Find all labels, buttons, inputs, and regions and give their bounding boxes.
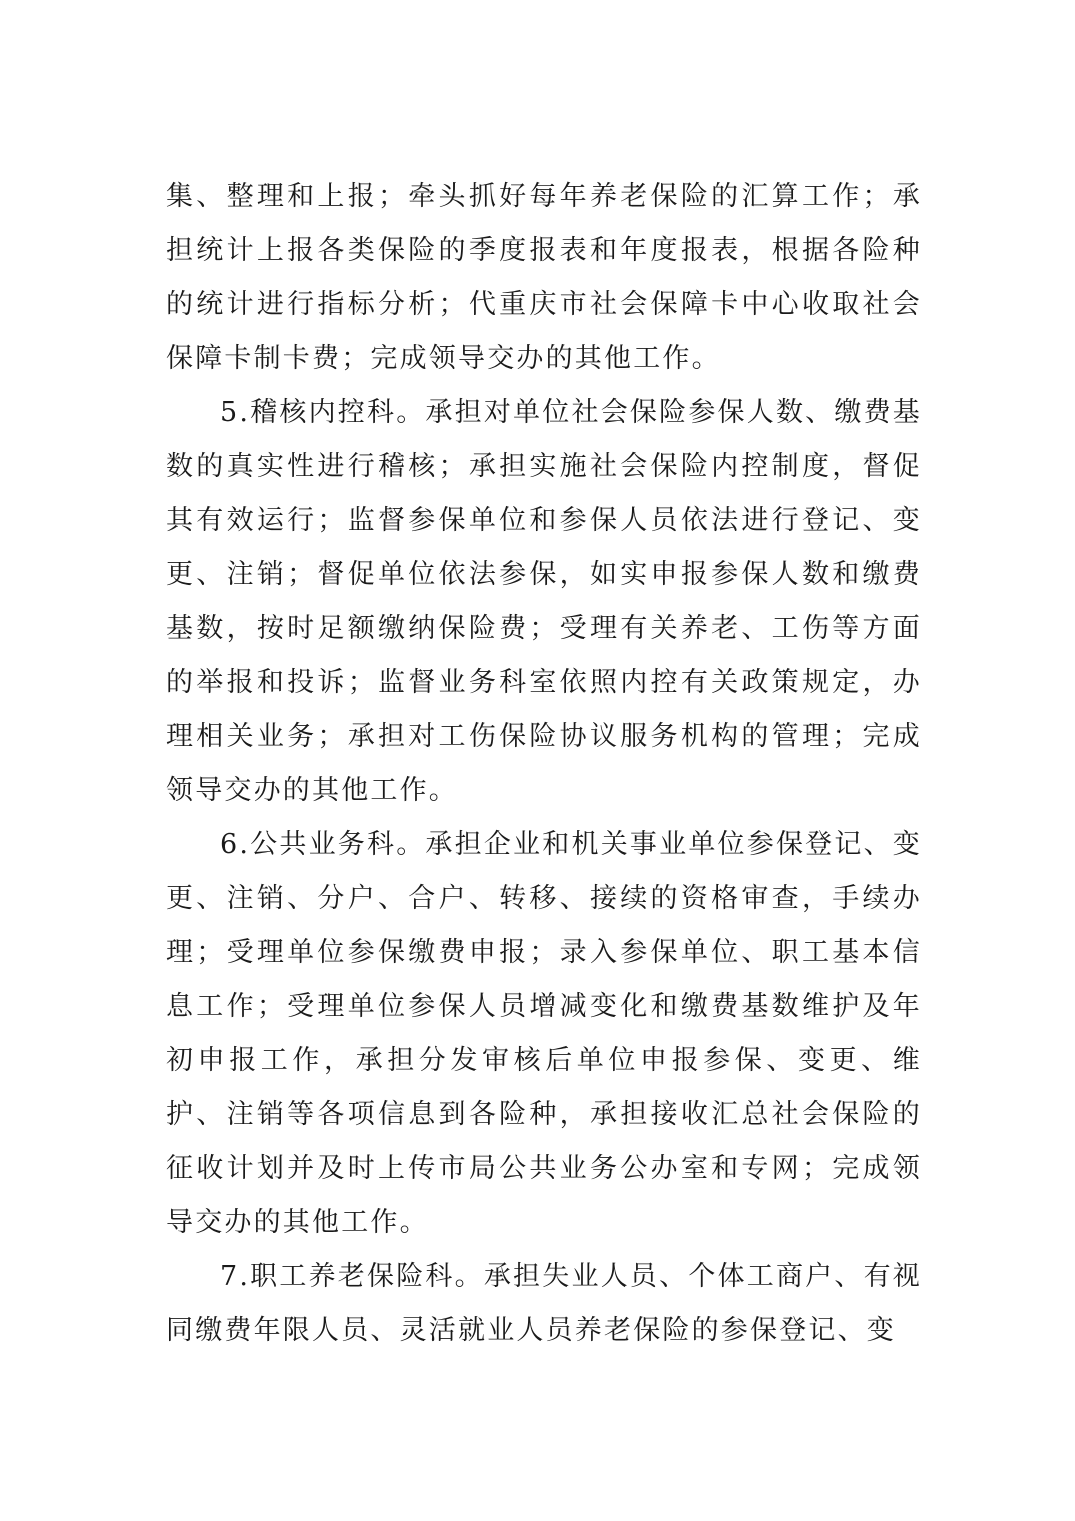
paragraph-continued: 集、整理和上报；牵头抓好每年养老保险的汇算工作；承担统计上报各类保险的季度报表和年度报表，根据各险种的统计进行指标分析；代重庆市社会保障卡中心收取社会保障卡制卡费；完成领导交办的其他工作。 — [166, 181, 922, 374]
paragraph-audit-internal-control-section: 5.稽核内控科。承担对单位社会保险参保人数、缴费基数的真实性进行稽核；承担实施社会保险内控制度，督促其有效运行；监督参保单位和参保人员依法进行登记、变更、注销；督促单位依法参保，如实申报参保人数和缴费基数，按时足额缴纳保险费；受理有关养老、工伤等方面的举报和投诉；监督业务科室依照内控有关政策规定，办理相关业务；承担对工伤保险协议服务机构的管理；完成领导交办的其他工作。 — [166, 397, 922, 806]
paragraph-employee-pension-section: 7.职工养老保险科。承担失业人员、个体工商户、有视同缴费年限人员、灵活就业人员养老保险的参保登记、变 — [166, 1261, 922, 1346]
document-body — [166, 170, 922, 1358]
paragraph-public-business-section: 6.公共业务科。承担企业和机关事业单位参保登记、变更、注销、分户、合户、转移、接续的资格审查，手续办理；受理单位参保缴费申报；录入参保单位、职工基本信息工作；受理单位参保人员增减变化和缴费基数维护及年初申报工作，承担分发审核后单位申报参保、变更、维护、注销等各项信息到各险种，承担接收汇总社会保险的征收计划并及时上传市局公共业务公办室和专网；完成领导交办的其他工作。 — [166, 829, 922, 1238]
